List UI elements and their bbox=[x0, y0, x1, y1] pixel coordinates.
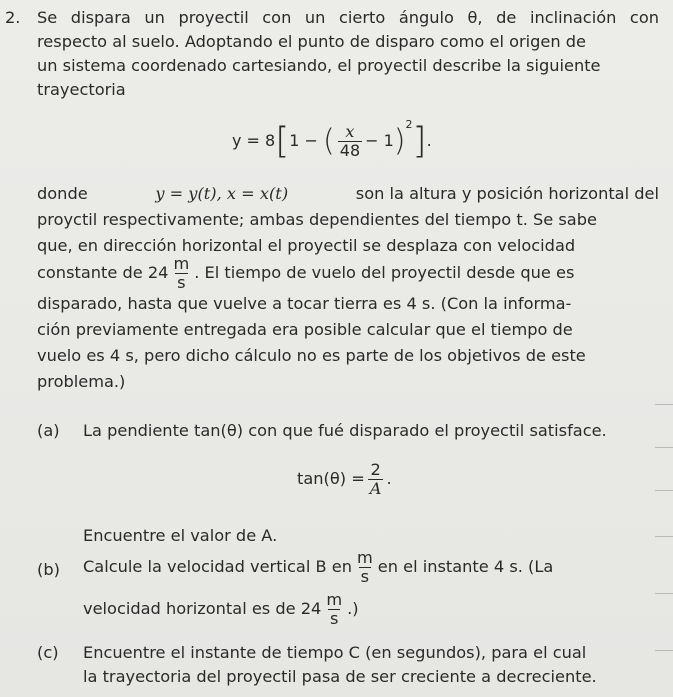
intro-line-4: trayectoria bbox=[37, 80, 126, 99]
part-a-equation: tan(θ) = $\frac{2}{A}$ . bbox=[297, 460, 392, 499]
description-line-5: disparado, hasta que vuelve a tocar tierra es 4 s. (Con la informa- bbox=[37, 294, 572, 313]
part-c-label: (c) bbox=[37, 643, 59, 662]
part-a-text: La pendiente tan(θ) con que fué disparado el proyectil satisface. bbox=[83, 421, 607, 440]
margin-rule bbox=[655, 593, 673, 594]
part-b-line-1: Calcule la velocidad vertical B en $\frac{m}{s}$ en el instante 4 s. (La bbox=[83, 548, 554, 587]
description-line-6: ción previamente entregada era posible calcular que el tiempo de bbox=[37, 320, 573, 339]
description-line-7: vuelo es 4 s, pero dicho cálculo no es parte de los objetivos de este bbox=[37, 346, 586, 365]
margin-rule bbox=[655, 490, 673, 491]
two-over-a-fraction: $\frac{2}{A}$ bbox=[369, 460, 382, 499]
m-per-s-fraction: $\frac{m}{s}$ bbox=[356, 548, 373, 587]
m-per-s-fraction: $\frac{m}{s}$ bbox=[326, 590, 343, 629]
margin-rule bbox=[655, 650, 673, 651]
problem-number: 2. bbox=[5, 8, 21, 27]
description-line-1: donde y = y(t), x = x(t) son la altura y posición horizontal del bbox=[37, 184, 659, 203]
description-line-8: problema.) bbox=[37, 372, 126, 391]
description-line-4: constante de 24 $\frac{m}{s}$ . El tiempo de vuelo del proyectil desde que es bbox=[37, 254, 575, 293]
margin-rule bbox=[655, 447, 673, 448]
x-over-48-fraction: $\frac{x}{48}$ bbox=[339, 122, 361, 160]
intro-line-1: Se dispara un proyectil con un cierto ángulo θ, de inclinación con bbox=[37, 8, 659, 27]
part-b-label: (b) bbox=[37, 560, 60, 579]
m-per-s-fraction: $\frac{m}{s}$ bbox=[173, 254, 190, 293]
part-a-label: (a) bbox=[37, 421, 60, 440]
part-c-line-2: la trayectoria del proyectil pasa de ser creciente a decreciente. bbox=[83, 667, 597, 686]
part-a-question: Encuentre el valor de A. bbox=[83, 526, 278, 545]
part-c-line-1: Encuentre el instante de tiempo C (en segundos), para el cual bbox=[83, 643, 587, 662]
intro-line-3: un sistema coordenado cartesiando, el proyectil describe la siguiente bbox=[37, 56, 601, 75]
description-line-3: que, en dirección horizontal el proyectil se desplaza con velocidad bbox=[37, 236, 576, 255]
description-line-2: proyctil respectivamente; ambas dependientes del tiempo t. Se sabe bbox=[37, 210, 597, 229]
intro-line-2: respecto al suelo. Adoptando el punto de disparo como el origen de bbox=[37, 32, 587, 51]
trajectory-equation: y = 8[1 − ( $\frac{x}{48}$ − 1)$^2$]. bbox=[232, 118, 432, 162]
part-b-line-2: velocidad horizontal es de 24 $\frac{m}{s}$ .) bbox=[83, 590, 359, 629]
margin-rule bbox=[655, 536, 673, 537]
margin-rule bbox=[655, 404, 673, 405]
